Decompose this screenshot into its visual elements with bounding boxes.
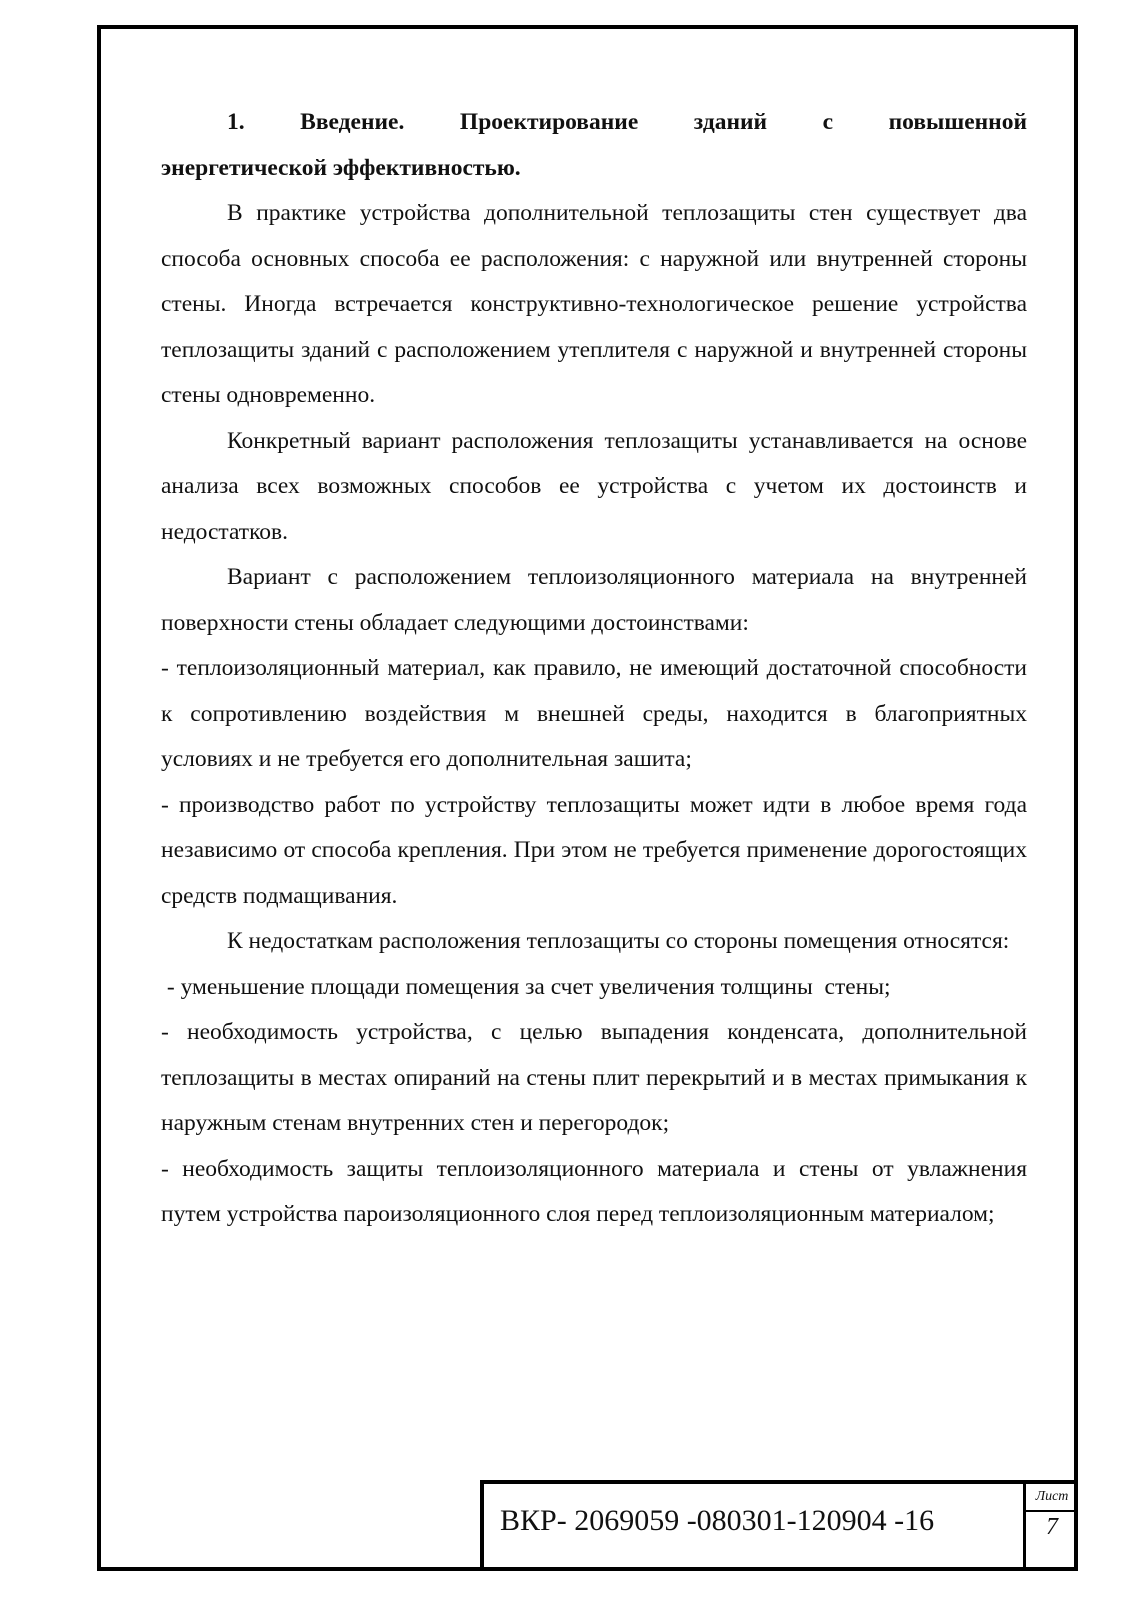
sheet-label: Лист <box>1026 1484 1078 1512</box>
list-item-advantage-2: - производство работ по устройству теплозащиты может идти в любое время года независимо от способа крепления. При этом не требуется применение дорогостоящих средств подмащивания. <box>161 791 1027 909</box>
paragraph-1: В практике устройства дополнительной теплозащиты стен существует два способа основных способа ее расположения: с наружной или внутренней стороны стены. Иногда встречается конструктивно-технологическое решение устройства теплозащиты зданий с расположением утеплителя с наружной и внутренней стороны стены одновременно. <box>161 200 1027 408</box>
title-block <box>480 1480 1078 1571</box>
section-heading-line-2: энергетической эффективностью. <box>161 154 521 181</box>
paragraph-2: Конкретный вариант расположения теплозащиты устанавливается на основе анализа всех возможных способов ее устройства с учетом их достоинств и недостатков. <box>161 427 1027 545</box>
sheet-box <box>1023 1484 1078 1571</box>
list-item-drawback-3: - необходимость защиты теплоизоляционного материала и стены от увлажнения путем устройства пароизоляционного слоя перед теплоизоляционным материалом; <box>161 1155 1027 1227</box>
document-body <box>161 100 1027 1238</box>
paragraph-4: К недостаткам расположения теплозащиты со стороны помещения относятся: <box>227 928 1010 954</box>
list-item-drawback-1: - уменьшение площади помещения за счет увеличения толщины стены; <box>161 973 891 1000</box>
sheet-number: 7 <box>1046 1514 1058 1540</box>
list-item-advantage-1: - теплоизоляционный материал, как правило, не имеющий достаточной способности к сопротивлению воздействия м внешней среды, находится в благоприятных условиях и не требуется его дополнительная зашита; <box>161 655 1027 772</box>
section-heading-line-1: 1. Введение. Проектирование зданий с повышенной <box>227 109 1027 135</box>
paragraph-3: Вариант с расположением теплоизоляционного материала на внутренней поверхности стены обладает следующими достоинствами: <box>161 564 1027 636</box>
document-code: ВКР- 2069059 -080301-120904 -16 <box>500 1504 935 1537</box>
list-item-drawback-2: - необходимость устройства, с целью выпадения конденсата, дополнительной теплозащиты в местах опираний на стены плит перекрытий и в местах примыкания к наружным стенам внутренних стен и перегородок; <box>161 1019 1027 1136</box>
